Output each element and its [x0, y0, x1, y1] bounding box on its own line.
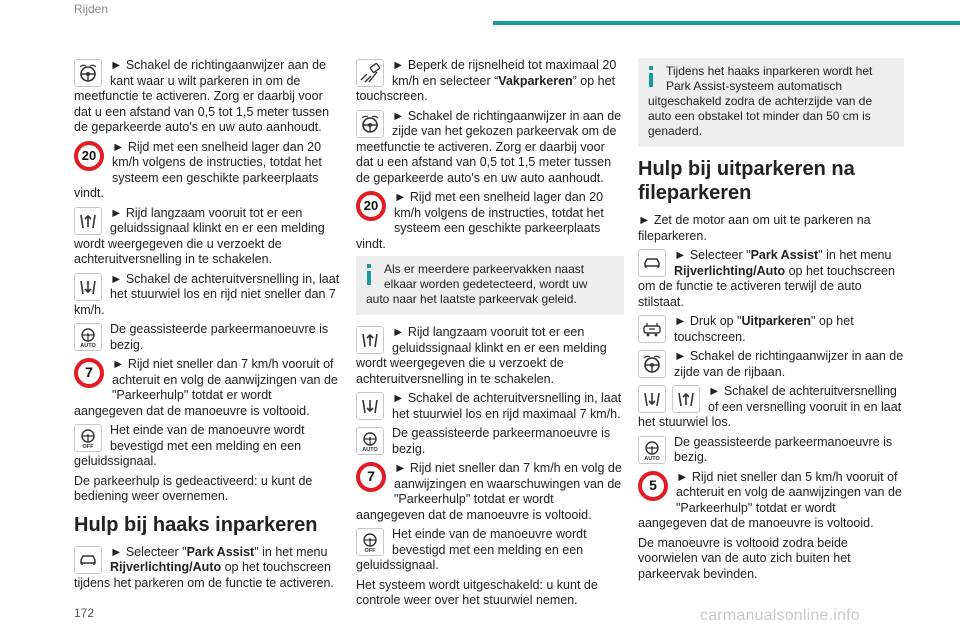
info-box	[638, 58, 904, 147]
reverse-gear-icon	[638, 385, 666, 413]
column-middle	[356, 58, 624, 613]
paragraph	[638, 248, 904, 310]
steering-sensor-icon	[74, 59, 102, 87]
car-icon	[638, 249, 666, 277]
info-box	[356, 256, 624, 315]
info-text: Als er meerdere parkeervakken naast elkaar worden gedetecteerd, wordt uw auto naar het laatste parkeervak geleid.	[366, 262, 588, 306]
info-icon	[648, 66, 654, 88]
text: " in het menu	[818, 248, 892, 262]
speed-limit-7-sign-icon: 7	[74, 358, 104, 388]
auto-steering-icon	[638, 436, 666, 464]
speed-limit-20-sign-icon: 20	[74, 141, 104, 171]
text: op het touchscreen tijdens het parkeren om de functie te activeren.	[74, 560, 334, 590]
text: De geassisteerde parkeermanoeuvre is bezig.	[392, 426, 611, 456]
reverse-gear-icon	[74, 273, 102, 301]
paragraph	[74, 58, 342, 136]
text: ► Rijd niet sneller dan 5 km/h vooruit of achteruit en volg de aanwijzingen van de "Parkeerhulp" totdat er wordt aangegeven dat de manoeuvre is voltooid.	[638, 469, 902, 530]
menu-name: Park Assist	[186, 544, 255, 559]
text: ► Schakel de richtingaanwijzer in aan de zijde van het gekozen parkeervak om de meetfunctie te activeren. Zorg er daarbij voor dat u een afstand van 0,5 tot 1,5 meter tussen de geparkeerde auto's en uw auto aanhoudt.	[356, 108, 622, 185]
text: ► Schakel de achteruitversnelling of een versnelling vooruit in en laat het stuurwiel los.	[638, 384, 902, 429]
forward-gear-icon	[672, 385, 700, 413]
paragraph	[74, 206, 342, 268]
text: op het touchscreen om de functie te activeren terwijl de auto stilstaat.	[638, 263, 895, 309]
auto-label: AUTO	[644, 455, 660, 461]
exit-parking-icon	[638, 315, 666, 343]
off-label: OFF	[82, 444, 94, 449]
text: ► Rijd niet sneller dan 7 km/h en volg de aanwijzingen en waarschuwingen van de "Parkeerhulp" totdat er wordt aangegeven dat de manoeuvre is voltooid.	[356, 461, 622, 522]
paragraph	[74, 322, 342, 353]
text: Het einde van de manoeuvre wordt bevestigd met een melding en een geluidssignaal.	[74, 423, 305, 468]
text: ► Rijd langzaam vooruit tot er een geluidssignaal klinkt en er een melding wordt weergegeven die u verzoekt de achteruitversnelling in te schakelen.	[356, 325, 607, 386]
steering-off-icon	[74, 424, 102, 452]
menu-name: Rijverlichting/Auto	[110, 560, 222, 574]
paragraph	[638, 470, 904, 532]
paragraph	[356, 527, 624, 574]
text: De geassisteerde parkeermanoeuvre is bezig.	[110, 322, 329, 352]
paragraph: Het systeem wordt uitgeschakeld: u kunt de controle weer over het stuurwiel nemen.	[356, 577, 598, 607]
paragraph	[638, 384, 904, 431]
watermark[interactable]: carmanualsonline.info	[700, 607, 860, 624]
steering-off-icon	[356, 528, 384, 556]
speed-limit-5-sign-icon: 5	[638, 471, 668, 501]
header-accent-bar	[493, 21, 960, 25]
paragraph	[356, 461, 624, 523]
text: Het einde van de manoeuvre wordt bevestigd met een melding en een geluidssignaal.	[356, 527, 587, 572]
forward-gear-icon	[356, 326, 384, 354]
text: ► Schakel de achteruitversnelling in, laat het stuurwiel los en rijd maximaal 7 km/h.	[392, 391, 622, 421]
forward-gear-icon	[74, 207, 102, 235]
paragraph	[356, 109, 624, 187]
text: ► Beperk de rijsnelheid tot maximaal 20 km/h en selecteer “	[392, 58, 617, 88]
text: ► Schakel de richtingaanwijzer aan de kant waar u wilt parkeren in om de meetfunctie te activeren. Zorg er daarbij voor dat u een afstand van 0,5 tot 1,5 meter tussen de geparkeerde auto's en uw auto aanhoudt.	[74, 58, 330, 134]
text: ► Rijd met een snelheid lager dan 20 km/h volgens de instructies, totdat het systeem een geschikte parkeerplaats vindt.	[74, 139, 322, 200]
text: ” op het touchscreen.	[356, 73, 616, 103]
text: De geassisteerde parkeermanoeuvre is bezig.	[674, 434, 893, 464]
paragraph	[74, 140, 342, 202]
text: ► Selecteer "	[674, 248, 751, 262]
text: ► Schakel de achteruitversnelling in, laat het stuurwiel los en rijd niet sneller dan 7 km/h.	[74, 271, 340, 317]
paragraph: ► Zet de motor aan om uit te parkeren na fileparkeren.	[638, 213, 871, 243]
info-icon	[366, 264, 372, 286]
steering-sensor-icon	[638, 350, 666, 378]
paragraph	[638, 435, 904, 466]
text: ► Druk op "	[674, 314, 742, 328]
section-label: Rijden	[74, 2, 109, 16]
heading-perpendicular-parking: Hulp bij haaks inparkeren	[74, 513, 318, 536]
info-text: Tijdens het haaks inparkeren wordt het Park Assist-systeem automatisch uitgeschakeld zodra de achterzijde van de auto een obstakel tot minder dan 50 cm is genaderd.	[648, 64, 873, 138]
paragraph	[356, 58, 624, 105]
perpendicular-parking-icon	[356, 59, 384, 87]
paragraph	[74, 272, 342, 319]
text: ► Rijd niet sneller dan 7 km/h vooruit of achteruit en volg de aanwijzingen van de "Parkeerhulp" totdat er wordt aangegeven dat de manoeuvre is voltooid.	[74, 357, 338, 418]
paragraph: De parkeerhulp is gedeactiveerd: u kunt de bediening weer overnemen.	[74, 473, 313, 503]
steering-sensor-icon	[356, 110, 384, 138]
text: " op het touchscreen.	[674, 314, 854, 344]
paragraph	[638, 349, 904, 380]
reverse-gear-icon	[356, 392, 384, 420]
paragraph: De manoeuvre is voltooid zodra beide voorwielen van de auto zich buiten het parkeervak bevinden.	[638, 535, 851, 581]
paragraph	[74, 357, 342, 419]
text: ► Schakel de richtingaanwijzer in aan de zijde van de rijbaan.	[674, 349, 904, 379]
speed-limit-20-sign-icon: 20	[356, 191, 386, 221]
paragraph	[74, 423, 342, 470]
text: ► Rijd langzaam vooruit tot er een geluidssignaal klinkt en er een melding wordt weergegeven die u verzoekt de achteruitversnelling in te schakelen.	[74, 205, 325, 266]
auto-label: AUTO	[80, 343, 96, 348]
menu-name: Vakparkeren	[498, 73, 573, 88]
menu-name: Rijverlichting/Auto	[674, 263, 786, 278]
speed-limit-7-sign-icon: 7	[356, 462, 386, 492]
paragraph	[74, 545, 342, 592]
paragraph	[356, 426, 624, 457]
column-left	[74, 58, 342, 595]
paragraph	[356, 391, 624, 422]
paragraph	[356, 325, 624, 387]
text: ► Selecteer "	[110, 544, 187, 559]
heading-exit-parallel-parking: Hulp bij uitparkeren na fileparkeren	[638, 158, 855, 204]
off-label: OFF	[364, 548, 376, 553]
auto-steering-icon	[74, 323, 102, 351]
auto-label: AUTO	[362, 447, 378, 452]
menu-name: Park Assist	[750, 248, 819, 262]
menu-name: Uitparkeren	[741, 314, 812, 328]
text: ► Rijd met een snelheid lager dan 20 km/h volgens de instructies, totdat het systeem een geschikte parkeerplaats vindt.	[356, 190, 604, 251]
car-icon	[74, 546, 102, 574]
text: " in het menu	[254, 544, 328, 559]
page-number: 172	[74, 606, 95, 620]
auto-steering-icon	[356, 427, 384, 455]
paragraph	[356, 190, 624, 252]
paragraph	[638, 314, 904, 345]
column-right	[638, 58, 904, 586]
